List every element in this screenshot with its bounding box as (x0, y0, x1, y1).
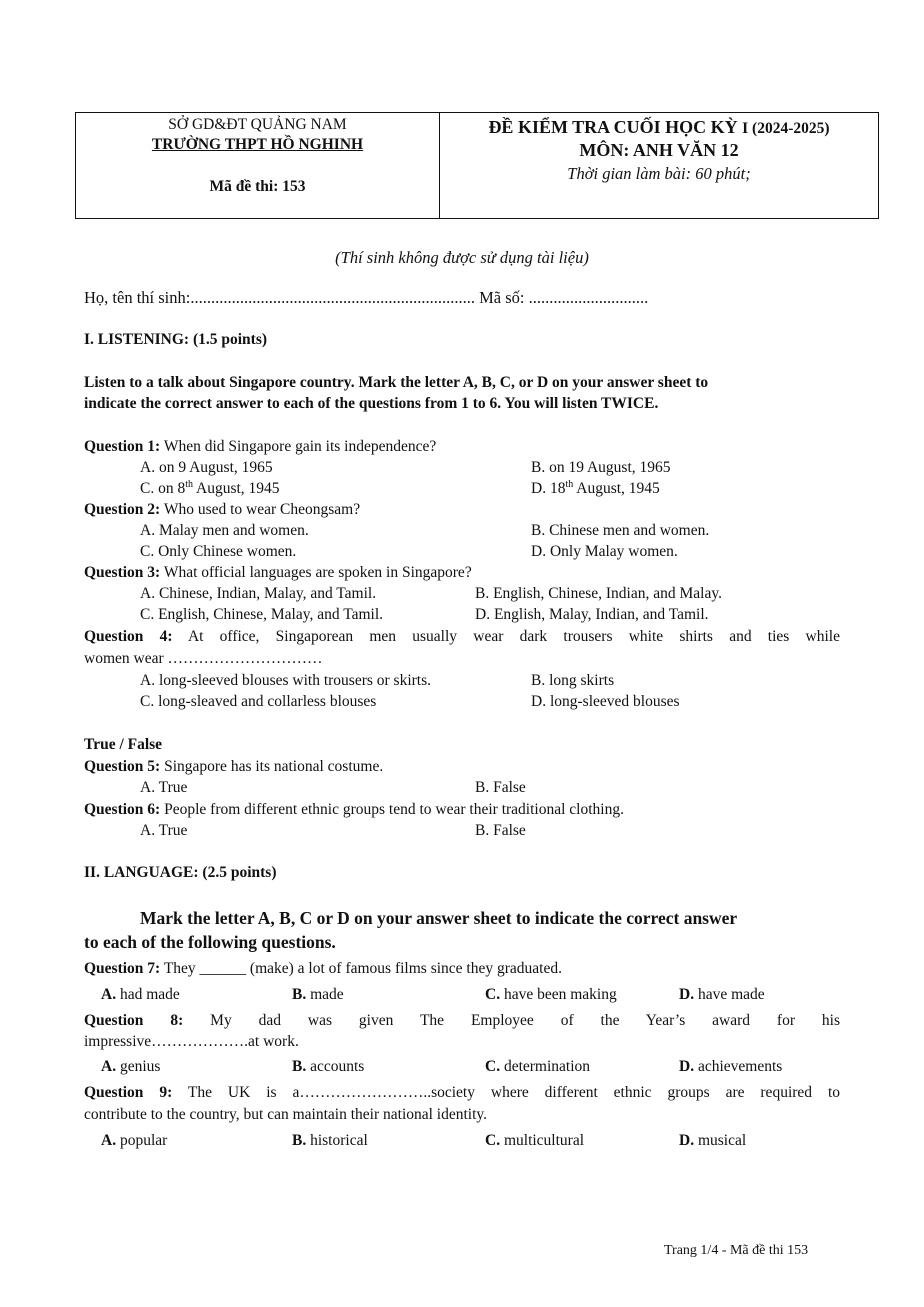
question-8: Question 8: My dad was given The Employee of the Year’s award for his (84, 1012, 840, 1029)
question-5: Question 5: Singapore has its national costume. (84, 758, 384, 775)
section-1-title: I. LISTENING: (1.5 points) (84, 331, 268, 348)
question-8-line2: impressive……………….at work. (84, 1033, 299, 1050)
q7-option-a: A. had made (101, 986, 180, 1003)
exam-note: (Thí sinh không được sử dụng tài liệu) (335, 248, 589, 267)
section-2-title: II. LANGUAGE: (2.5 points) (84, 864, 277, 881)
q1-option-d: D. 18th August, 1945 (531, 478, 660, 497)
q8-option-a: A. genius (101, 1058, 161, 1075)
q6-option-b: B. False (475, 822, 526, 839)
school-name: TRƯỜNG THPT HỒ NGHINH (151, 136, 364, 153)
q8-option-d: D. achievements (679, 1058, 783, 1075)
section-1-instruction-line2: indicate the correct answer to each of the questions from 1 to 6. You will listen TWICE. (84, 395, 659, 412)
q2-option-b: B. Chinese men and women. (531, 522, 710, 539)
question-6: Question 6: People from different ethnic groups tend to wear their traditional clothing. (84, 801, 624, 818)
q9-option-c: C. multicultural (485, 1132, 585, 1149)
section-2-instruction: Mark the letter A, B, C or D on your answer sheet to indicate the correct answer (140, 908, 738, 928)
q1-option-b: B. on 19 August, 1965 (531, 459, 671, 476)
q3-option-d: D. English, Malay, Indian, and Tamil. (475, 606, 709, 623)
question-7: Question 7: They ______ (make) a lot of famous films since they graduated. (84, 960, 562, 977)
q3-option-a: A. Chinese, Indian, Malay, and Tamil. (140, 585, 377, 602)
exam-code: Mã đề thi: 153 (209, 178, 306, 195)
q2-option-d: D. Only Malay women. (531, 543, 678, 560)
question-3: Question 3: What official languages are spoken in Singapore? (84, 564, 472, 581)
department-name: SỞ GD&ĐT QUẢNG NAM (168, 116, 347, 133)
question-4: Question 4: At office, Singaporean men usually wear dark trousers white shirts and ties while (84, 628, 840, 645)
question-2: Question 2: Who used to wear Cheongsam? (84, 501, 361, 518)
q9-option-d: D. musical (679, 1132, 747, 1149)
q4-option-d: D. long-sleeved blouses (531, 693, 680, 710)
exam-title: ĐỀ KIỂM TRA CUỐI HỌC KỲ I (2024-2025) (488, 117, 830, 137)
q2-option-a: A. Malay men and women. (140, 522, 309, 539)
q7-option-b: B. made (292, 986, 344, 1003)
q1-option-a: A. on 9 August, 1965 (140, 459, 273, 476)
q5-option-a: A. True (140, 779, 188, 796)
q1-option-c: C. on 8th August, 1945 (140, 478, 280, 497)
q8-option-c: C. determination (485, 1058, 591, 1075)
q5-option-b: B. False (475, 779, 526, 796)
q9-option-b: B. historical (292, 1132, 368, 1149)
q2-option-c: C. Only Chinese women. (140, 543, 297, 560)
q4-option-c: C. long-sleaved and collarless blouses (140, 693, 377, 710)
q7-option-d: D. have made (679, 986, 765, 1003)
q3-option-c: C. English, Chinese, Malay, and Tamil. (140, 606, 384, 623)
question-9: Question 9: The UK is a……………………..society where different ethnic groups are required to (84, 1084, 841, 1101)
subject-title: MÔN: ANH VĂN 12 (579, 140, 739, 160)
q4-option-a: A. long-sleeved blouses with trousers or skirts. (140, 672, 432, 689)
section-1-instruction: Listen to a talk about Singapore country. Mark the letter A, B, C, or D on your answer sheet to (84, 374, 709, 391)
duration: Thời gian làm bài: 60 phút; (567, 164, 751, 183)
section-2-instruction-line2: to each of the following questions. (84, 932, 336, 952)
q9-option-a: A. popular (101, 1132, 168, 1149)
question-1: Question 1: When did Singapore gain its independence? (84, 438, 437, 455)
q4-option-b: B. long skirts (531, 672, 615, 689)
q3-option-b: B. English, Chinese, Indian, and Malay. (475, 585, 722, 602)
page-footer: Trang 1/4 - Mã đề thi 153 (664, 1243, 809, 1258)
candidate-info-line: Họ, tên thí sinh:..................................................................... Mã số: ............................. (84, 288, 649, 307)
q8-option-b: B. accounts (292, 1058, 365, 1075)
question-4-line2: women wear ………………………… (84, 650, 323, 667)
true-false-title: True / False (84, 736, 163, 753)
q6-option-a: A. True (140, 822, 188, 839)
question-9-line2: contribute to the country, but can maintain their national identity. (84, 1106, 488, 1123)
q7-option-c: C. have been making (485, 986, 617, 1003)
